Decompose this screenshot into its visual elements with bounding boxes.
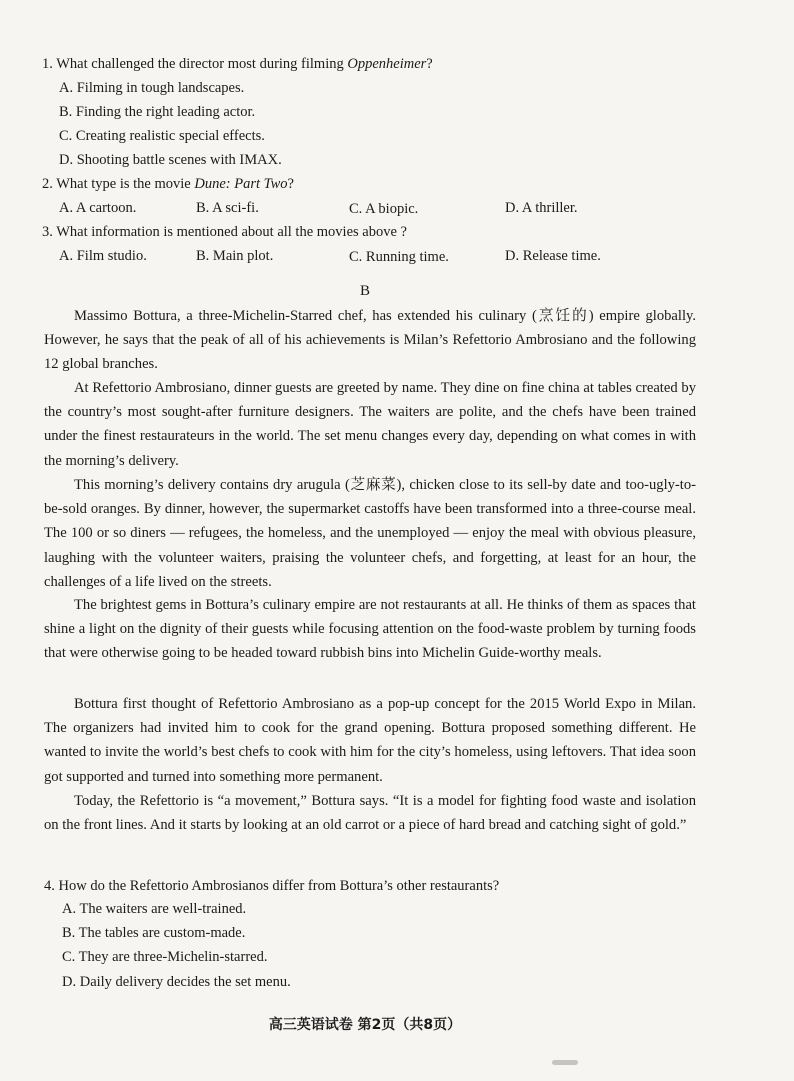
q4-option-a: A. The waiters are well-trained. <box>62 901 247 917</box>
q1-option-a: A. Filming in tough landscapes. <box>59 80 245 96</box>
passage-paragraph-3: This morning’s delivery contains dry arugula (芝麻菜), chicken close to its sell-by date and too-ugly-to-be-sold oranges. By dinner, however, the supermarket castoffs have been transformed into a three-course meal. The 100 or so diners — refugees, the homeless, and the unemployed — enjoy the meal with obvious pleasure, laughing with the volunteer waiters, praising the volunteer chefs, and forgetting, at least for an hour, the challenges of a life lived on the streets. <box>44 477 696 590</box>
q2-option-d: D. A thriller. <box>505 200 578 216</box>
q4-option-c: C. They are three-Michelin-starred. <box>62 949 268 965</box>
q1-option-d: D. Shooting battle scenes with IMAX. <box>59 152 282 168</box>
q3-option-c: C. Running time. <box>349 249 449 265</box>
section-heading-b: B <box>359 283 370 299</box>
q3-option-b: B. Main plot. <box>196 248 274 264</box>
q1-option-b: B. Finding the right leading actor. <box>59 104 256 120</box>
q4-option-b: B. The tables are custom-made. <box>62 925 246 941</box>
passage-paragraph-5: Bottura first thought of Refettorio Ambrosiano as a pop-up concept for the 2015 World Expo in Milan. The organizers had invited him to cook for the grand opening. Bottura proposed something different. He wanted to invite the world’s best chefs to cook with him for the city’s homeless, using leftovers. That idea soon got supported and turned into something more permanent. <box>44 696 696 785</box>
passage-paragraph-1: Massimo Bottura, a three-Michelin-Starred chef, has extended his culinary (烹饪的) empire globally. However, he says that the peak of all of his achievements is Milan’s Refettorio Ambrosiano and the following 12 global branches. <box>44 308 696 373</box>
passage-paragraph-6: Today, the Refettorio is “a movement,” Bottura says. “It is a model for fighting food waste and isolation on the front lines. And it starts by looking at an old carrot or a piece of hard bread and catching sight of gold.” <box>44 793 696 834</box>
q1-stem-text: 1. What challenged the director most during filming <box>42 56 348 72</box>
q1-option-c: C. Creating realistic special effects. <box>59 128 265 144</box>
passage-paragraph-2: At Refettorio Ambrosiano, dinner guests are greeted by name. They dine on fine china at tables created by the country’s most sought-after furniture designers. The waiters are polite, and the chefs have been trained under the finest restaurateurs in the world. The set menu changes every day, depending on what comes in with the morning’s delivery. <box>44 380 696 469</box>
q1-stem-end: ? <box>426 56 433 72</box>
scan-smudge <box>552 1060 578 1065</box>
q4-option-d: D. Daily delivery decides the set menu. <box>62 974 291 990</box>
q2-stem-end: ? <box>287 176 294 192</box>
q2-movie-title: Dune: Part Two <box>194 176 288 192</box>
page-footer: 高三英语试卷 第2页（共8页） <box>268 1017 462 1033</box>
q2-stem-text: 2. What type is the movie <box>42 176 195 192</box>
q2-option-b: B. A sci-fi. <box>196 200 259 216</box>
passage-paragraph-4: The brightest gems in Bottura’s culinary empire are not restaurants at all. He thinks of them as spaces that shine a light on the dignity of their guests while focusing attention on the food-waste problem by turning foods that were otherwise going to be headed toward rubbish bins into Michelin Guide-worthy meals. <box>44 597 696 662</box>
question-2-stem <box>42 175 294 193</box>
q2-option-a: A. A cartoon. <box>59 200 137 216</box>
question-3-stem: 3. What information is mentioned about all the movies above ? <box>42 224 407 240</box>
q2-option-c: C. A biopic. <box>349 201 419 217</box>
question-4-stem: 4. How do the Refettorio Ambrosianos differ from Bottura’s other restaurants? <box>44 878 500 894</box>
question-1-stem <box>42 55 433 73</box>
q3-option-d: D. Release time. <box>505 248 601 264</box>
q1-movie-title: Oppenheimer <box>347 56 427 72</box>
q3-option-a: A. Film studio. <box>59 248 147 264</box>
